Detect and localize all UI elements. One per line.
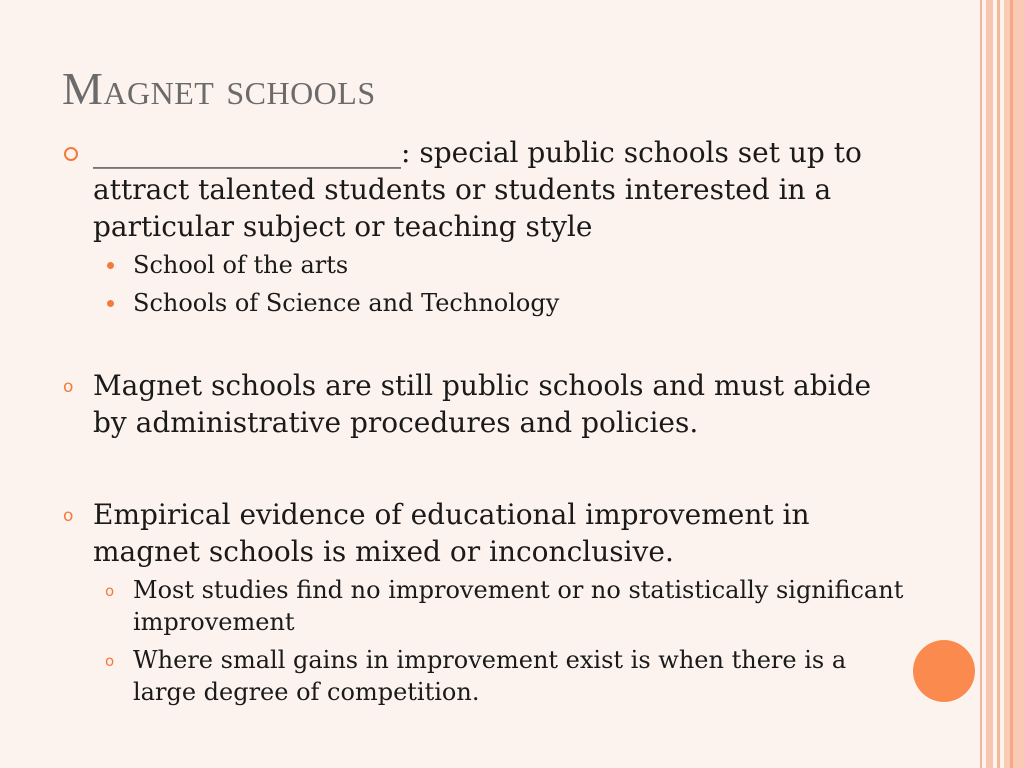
orange-dot-bullet-icon	[107, 300, 114, 307]
decorative-stripe	[1010, 0, 1013, 768]
decorative-orange-circle	[913, 640, 975, 702]
bullet-item	[60, 367, 910, 441]
slide-title: Magnet schools	[62, 63, 376, 114]
orange-small-o-bullet-icon: o	[63, 506, 74, 526]
orange-small-o-bullet-icon: o	[105, 652, 115, 670]
orange-small-o-bullet-icon: o	[63, 377, 74, 397]
bullet-item	[60, 496, 910, 570]
orange-ring-bullet-icon	[64, 147, 78, 161]
decorative-stripe	[986, 0, 993, 768]
sub-bullet-text: Where small gains in improvement exist is when there is a large degree of competition.	[133, 646, 847, 706]
sub-bullet-item	[60, 644, 910, 708]
bullet-item	[60, 134, 910, 245]
sub-bullet-text: School of the arts	[133, 251, 349, 279]
slide-body	[60, 134, 910, 708]
bullet-text: Magnet schools are still public schools and must abide by administrative procedures and policies.	[93, 369, 872, 439]
orange-small-o-bullet-icon: o	[105, 582, 115, 600]
sub-bullet-text: Most studies find no improvement or no statistically significant improvement	[133, 576, 904, 636]
decorative-stripe	[980, 0, 982, 768]
bullet-text: : special public schools set up to attract talented students or students interested in a particular subject or teaching style	[93, 136, 862, 243]
bullet-text: Empirical evidence of educational improvement in magnet schools is mixed or inconclusive.	[93, 498, 810, 568]
fill-in-blank: ______________________	[93, 136, 401, 169]
sub-bullet-item	[60, 574, 910, 638]
sub-bullet-item	[60, 249, 910, 281]
decorative-stripe	[1004, 0, 1024, 768]
sub-bullet-item	[60, 287, 910, 319]
sub-bullet-text: Schools of Science and Technology	[133, 289, 560, 317]
orange-dot-bullet-icon	[107, 262, 114, 269]
decorative-stripe	[997, 0, 1000, 768]
